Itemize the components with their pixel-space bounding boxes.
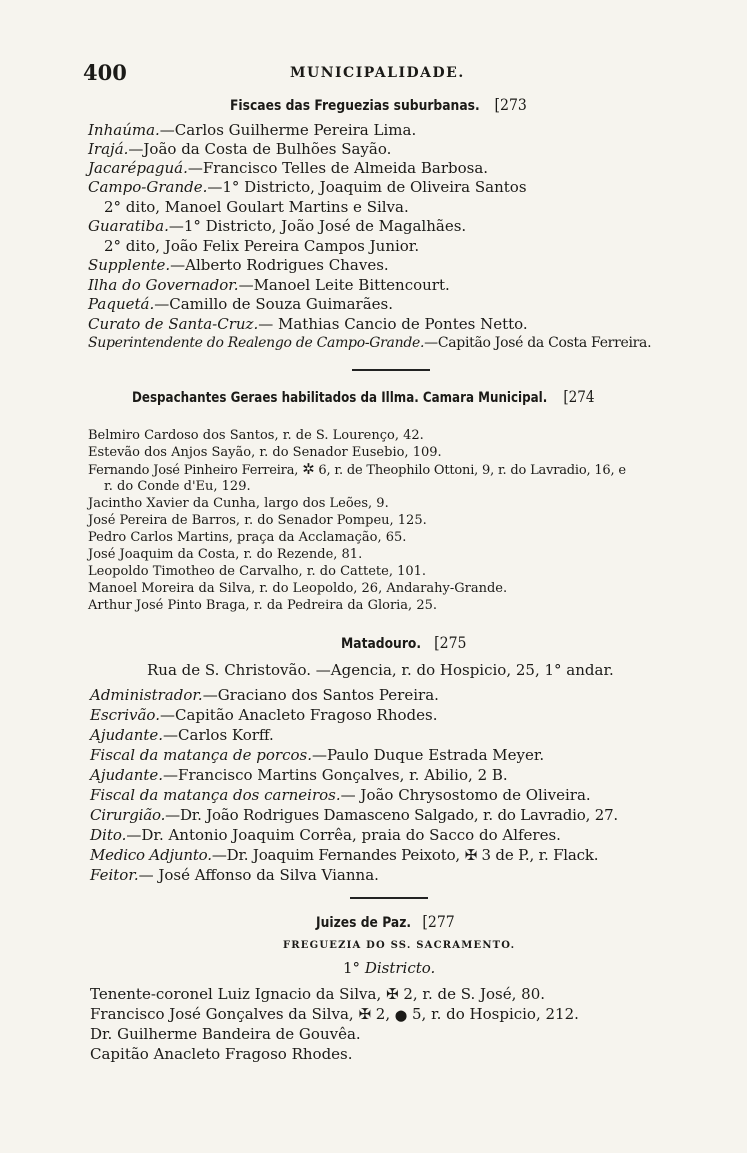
list-item: Ilha do Governador.—Manoel Leite Bittencourt. [88, 276, 450, 294]
section-divider [352, 369, 430, 371]
list-item: José Pereira de Barros, r. do Senador Pompeu, 125. [88, 513, 427, 528]
parish-subheading: FREGUEZIA DO SS. SACRAMENTO. [283, 940, 516, 951]
medal-icon: ⬤ [394, 1009, 408, 1022]
list-item: 2° dito, Manoel Goulart Martins e Silva. [104, 198, 409, 216]
list-item: Irajá.—João da Costa de Bulhões Sayão. [88, 140, 392, 158]
list-item: Arthur José Pinto Braga, r. da Pedreira da Gloria, 25. [88, 598, 438, 613]
list-item: Feitor.— José Affonso da Silva Vianna. [90, 866, 379, 884]
list-item: Pedro Carlos Martins, praça da Acclamação, 65. [88, 530, 407, 545]
section-heading-matadouro: Matadouro. [275 [341, 633, 467, 652]
section-number: [277 [422, 912, 455, 931]
list-item: Dito.—Dr. Antonio Joaquim Corrêa, praia do Sacco do Alferes. [90, 826, 561, 844]
list-item: Ajudante.—Francisco Martins Gonçalves, r. Abilio, 2 B. [90, 766, 508, 784]
list-item: Jacarépaguá.—Francisco Telles de Almeida Barbosa. [88, 159, 489, 177]
list-item: r. do Conde d'Eu, 129. [104, 479, 251, 494]
list-item: Fiscal da matança de porcos.—Paulo Duque Estrada Meyer. [90, 746, 545, 764]
page-number: 400 [83, 60, 127, 85]
list-item: Fernando José Pinheiro Ferreira, ✲ 6, r. de Theophilo Ottoni, 9, r. do Lavradio, 16, e [88, 460, 626, 478]
list-item: Jacintho Xavier da Cunha, largo dos Leões, 9. [88, 496, 389, 511]
list-item: Medico Adjunto.—Dr. Joaquim Fernandes Peixoto, ✠ 3 de P., r. Flack. [90, 846, 599, 864]
list-item: Ajudante.—Carlos Korff. [90, 726, 274, 744]
list-item: Francisco José Gonçalves da Silva, ✠ 2, ⬤ 5, r. do Hospicio, 212. [90, 1005, 579, 1023]
list-item: Capitão Anacleto Fragoso Rhodes. [90, 1045, 353, 1063]
order-cross-icon: ✠ [386, 985, 399, 1003]
list-item: Superintendente do Realengo de Campo-Grande.—Capitão José da Costa Ferreira. [88, 335, 652, 351]
list-item: Paquetá.—Camillo de Souza Guimarães. [88, 295, 393, 313]
section-number: [273 [494, 95, 527, 114]
list-item: Tenente-coronel Luiz Ignacio da Silva, ✠ 2, r. de S. José, 80. [90, 985, 546, 1003]
list-item: Supplente.—Alberto Rodrigues Chaves. [88, 256, 389, 274]
list-item: Fiscal da matança dos carneiros.— João Chrysostomo de Oliveira. [90, 786, 591, 804]
list-item: Escrivão.—Capitão Anacleto Fragoso Rhodes. [90, 706, 438, 724]
list-item: Dr. Guilherme Bandeira de Gouvêa. [90, 1025, 361, 1043]
list-item: Belmiro Cardoso dos Santos, r. de S. Lourenço, 42. [88, 428, 424, 443]
list-item: Estevão dos Anjos Sayão, r. do Senador Eusebio, 109. [88, 445, 442, 460]
list-item: Leopoldo Timotheo de Carvalho, r. do Cattete, 101. [88, 564, 427, 579]
rose-order-icon: ✲ [302, 460, 315, 478]
list-item: Campo-Grande.—1° Districto, Joaquim de Oliveira Santos [88, 178, 527, 196]
running-title: MUNICIPALIDADE. [290, 65, 465, 81]
address-line: Rua de S. Christovão. —Agencia, r. do Hospicio, 25, 1° andar. [147, 661, 614, 679]
list-item: Administrador.—Graciano dos Santos Pereira. [90, 686, 439, 704]
section-number: [275 [434, 633, 467, 652]
section-heading-fiscaes: Fiscaes das Freguezias suburbanas. [273 [230, 95, 527, 114]
order-cross-icon: ✠ [358, 1005, 372, 1023]
list-item: Manoel Moreira da Silva, r. do Leopoldo, 26, Andarahy-Grande. [88, 581, 508, 596]
district-subheading: 1° Districto. [343, 959, 436, 977]
running-header [0, 60, 747, 90]
list-item: 2° dito, João Felix Pereira Campos Junior. [104, 237, 420, 255]
list-item: Cirurgião.—Dr. João Rodrigues Damasceno Salgado, r. do Lavradio, 27. [90, 806, 618, 824]
list-item: José Joaquim da Costa, r. do Rezende, 81. [88, 547, 363, 562]
list-item: Curato de Santa-Cruz.— Mathias Cancio de Pontes Netto. [88, 315, 528, 333]
list-item: Guaratiba.—1° Districto, João José de Magalhães. [88, 217, 467, 235]
section-heading-despachantes: Despachantes Geraes habilitados da Illma. Camara Municipal. [274 [132, 387, 595, 406]
section-number: [274 [563, 387, 595, 406]
section-heading-juizes: Juizes de Paz. [277 [316, 912, 455, 931]
section-divider [350, 897, 428, 899]
order-cross-icon: ✠ [464, 846, 477, 864]
list-item: Inhaúma.—Carlos Guilherme Pereira Lima. [88, 121, 417, 139]
